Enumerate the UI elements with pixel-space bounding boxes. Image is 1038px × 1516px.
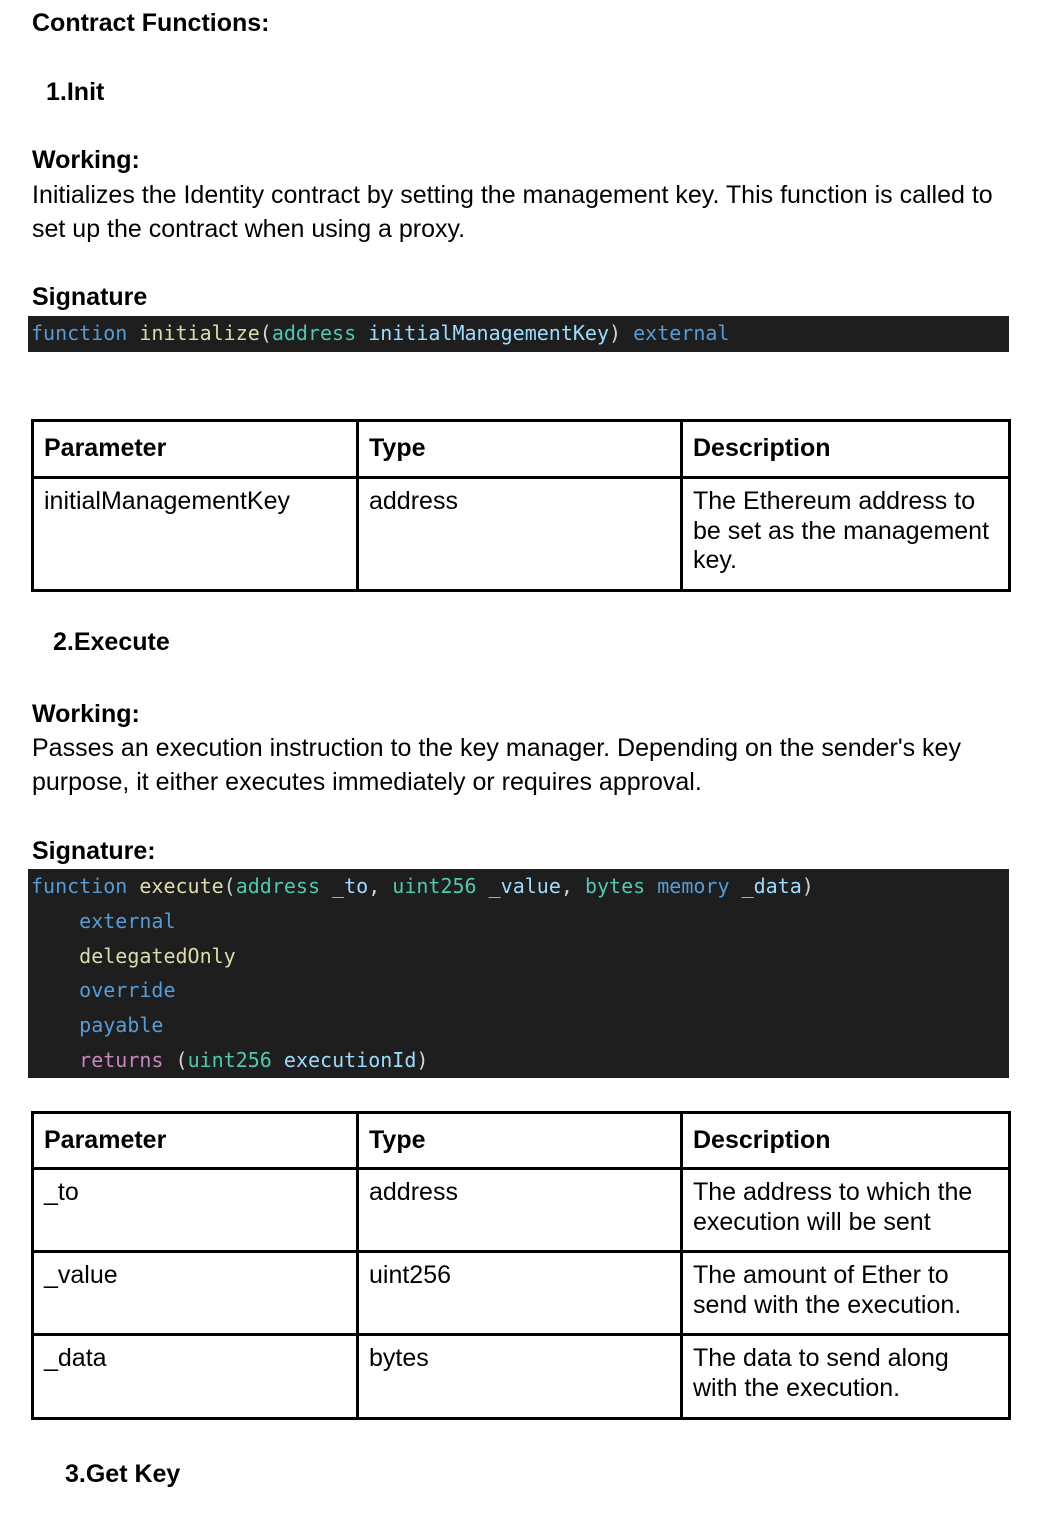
table-cell-parameter: _to xyxy=(33,1169,358,1252)
table-cell-type: address xyxy=(358,1169,682,1252)
code-paren-open: ( xyxy=(259,321,272,345)
table-cell-type: address xyxy=(358,478,682,591)
code-param-to: _to xyxy=(332,874,369,898)
table-header-type: Type xyxy=(358,1113,682,1169)
table-header-description: Description xyxy=(682,421,1010,478)
code-paren-close: ) xyxy=(416,1047,429,1072)
signature-label-init: Signature xyxy=(32,283,148,311)
table-header-type: Type xyxy=(358,421,682,478)
table-cell-description: The address to which the execution will be sent xyxy=(682,1169,1010,1252)
table-cell-parameter: _value xyxy=(33,1252,358,1335)
code-type-uint256: uint256 xyxy=(187,1047,272,1072)
table-header-description: Description xyxy=(682,1113,1010,1169)
code-type-address: address xyxy=(271,321,357,345)
code-type-address: address xyxy=(235,874,321,898)
table-cell-type: bytes xyxy=(358,1335,682,1419)
working-text-execute: Passes an execution instruction to the key manager. Depending on the sender's key purpose, it either executes immediately or requires approval. xyxy=(32,734,961,796)
page-title: Contract Functions: xyxy=(32,9,270,37)
code-function-name: execute xyxy=(139,874,224,898)
table-cell-parameter: initialManagementKey xyxy=(33,478,358,591)
table-row xyxy=(33,1169,1010,1252)
code-function-name: initialize xyxy=(139,321,260,345)
code-paren-open: ( xyxy=(175,1047,188,1072)
table-row xyxy=(33,1335,1010,1419)
working-label-execute: Working: xyxy=(32,700,140,728)
working-label-init: Working: xyxy=(32,146,140,174)
code-param-data: _data xyxy=(741,874,802,898)
code-type-bytes: bytes xyxy=(584,874,646,898)
section-heading-get-key: 3.Get Key xyxy=(65,1460,181,1488)
code-type-uint256: uint256 xyxy=(392,874,477,898)
code-block-execute xyxy=(28,869,1009,1078)
table-row xyxy=(33,1252,1010,1335)
code-paren-close: ) xyxy=(609,321,622,345)
code-comma: , xyxy=(560,874,573,898)
table-cell-description: The data to send along with the execution. xyxy=(682,1335,1010,1419)
table-cell-description: The amount of Ether to send with the execution. xyxy=(682,1252,1010,1335)
table-cell-description: The Ethereum address to be set as the management key. xyxy=(682,478,1010,591)
table-header-row xyxy=(33,421,1010,478)
code-modifier-external: external xyxy=(79,908,176,933)
code-modifier-delegatedOnly: delegatedOnly xyxy=(79,943,236,968)
section-heading-execute: 2.Execute xyxy=(53,628,170,656)
code-comma: , xyxy=(368,874,381,898)
table-cell-parameter: _data xyxy=(33,1335,358,1419)
table-row xyxy=(33,478,1010,591)
signature-label-execute: Signature: xyxy=(32,837,156,865)
working-text-init: Initializes the Identity contract by setting the management key. This function is called to set up the contract when using a proxy. xyxy=(32,181,993,243)
code-modifier-payable: payable xyxy=(79,1013,164,1038)
code-keyword-memory: memory xyxy=(657,874,730,898)
code-keyword-function: function xyxy=(31,874,128,898)
code-param-value: _value xyxy=(488,874,561,898)
table-header-parameter: Parameter xyxy=(33,1113,358,1169)
code-block-init xyxy=(28,316,1009,352)
table-header-row xyxy=(33,1113,1010,1169)
code-return-executionId: executionId xyxy=(283,1047,417,1072)
table-cell-type: uint256 xyxy=(358,1252,682,1335)
code-paren-open: ( xyxy=(223,874,236,898)
parameter-table-init xyxy=(31,419,1011,592)
section-heading-init: 1.Init xyxy=(46,78,105,106)
code-param-initialManagementKey: initialManagementKey xyxy=(368,321,610,345)
parameter-table-execute xyxy=(31,1111,1011,1420)
code-keyword-function: function xyxy=(31,321,128,345)
code-keyword-external: external xyxy=(633,321,730,345)
code-paren-close: ) xyxy=(801,874,814,898)
code-keyword-returns: returns xyxy=(79,1047,164,1072)
table-header-parameter: Parameter xyxy=(33,421,358,478)
code-modifier-override: override xyxy=(79,978,176,1003)
